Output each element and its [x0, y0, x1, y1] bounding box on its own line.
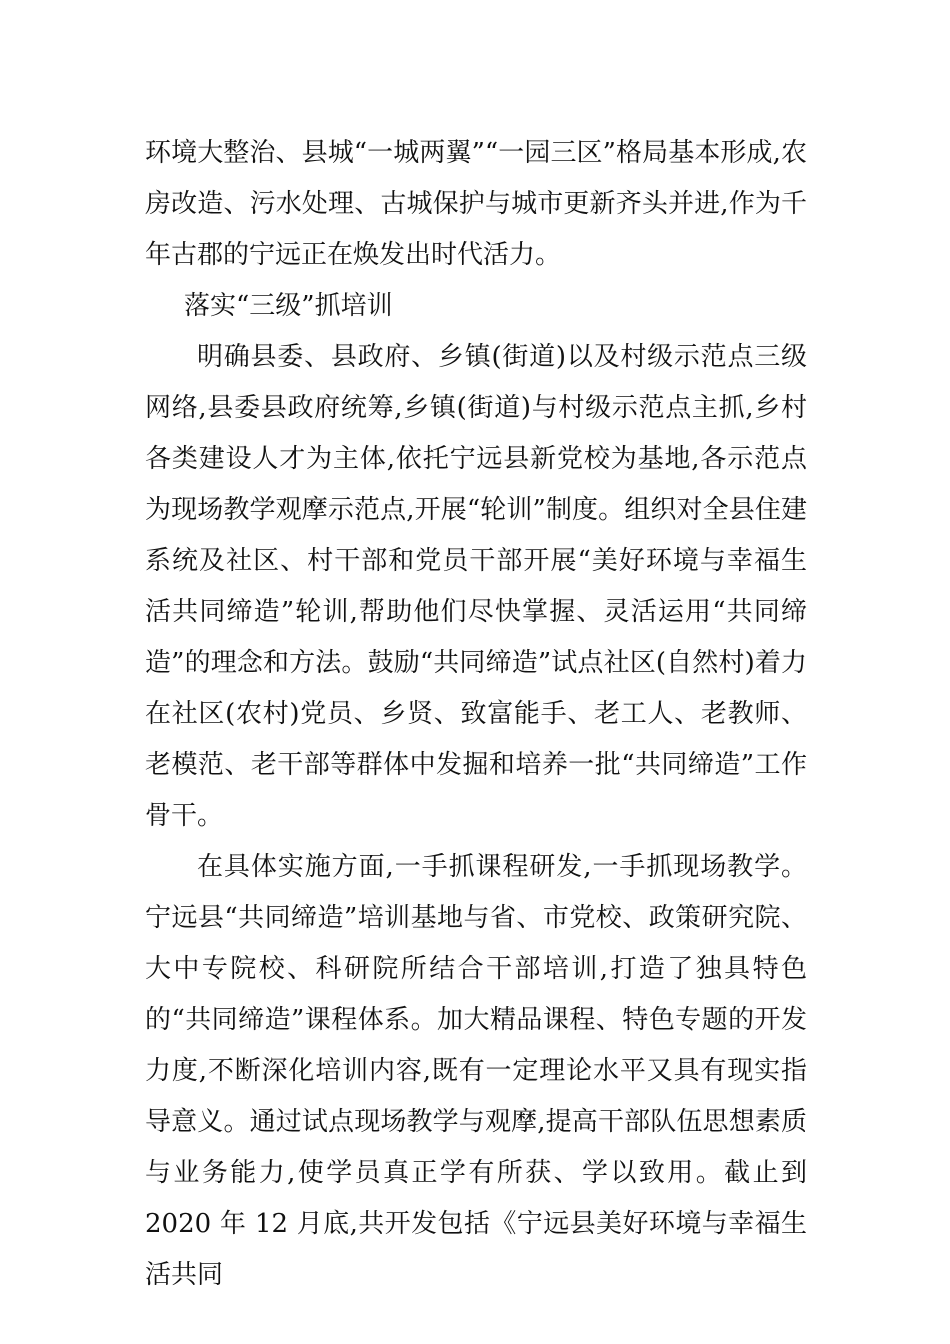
paragraph-2: 明确县委、县政府、乡镇(街道)以及村级示范点三级网络,县委县政府统筹,乡镇(街道)与村级示范点主抓,乡村各类建设人才为主体,依托宁远县新党校为基地,各示范点为现场教学观摩示范点,开展“轮训”制度。组织对全县住建系统及社区、村干部和党员干部开展“美好环境与幸福生活共同缔造”轮训,帮助他们尽快掌握、灵活运用“共同缔造”的理念和方法。鼓励“共同缔造”试点社区(自然村)着力在社区(农村)党员、乡贤、致富能手、老工人、老教师、老模范、老干部等群体中发掘和培养一批“共同缔造”工作骨干。 — [145, 342, 807, 831]
document-body — [145, 128, 807, 1301]
paragraph-3: 在具体实施方面,一手抓课程研发,一手抓现场教学。宁远县“共同缔造”培训基地与省、市党校、政策研究院、大中专院校、科研院所结合干部培训,打造了独具特色的“共同缔造”课程体系。加大精品课程、特色专题的开发力度,不断深化培训内容,既有一定理论水平又具有现实指导意义。通过试点现场教学与观摩,提高干部队伍思想素质与业务能力,使学员真正学有所获、学以致用。截止到 2020 年 12 月底,共开发包括《宁远县美好环境与幸福生活共同 — [145, 852, 807, 1290]
paragraph-1: 环境大整治、县城“一城两翼”“一园三区”格局基本形成,农房改造、污水处理、古城保护与城市更新齐头并进,作为千年古郡的宁远正在焕发出时代活力。 — [145, 138, 807, 270]
section-heading: 落实“三级”抓培训 — [184, 291, 393, 321]
